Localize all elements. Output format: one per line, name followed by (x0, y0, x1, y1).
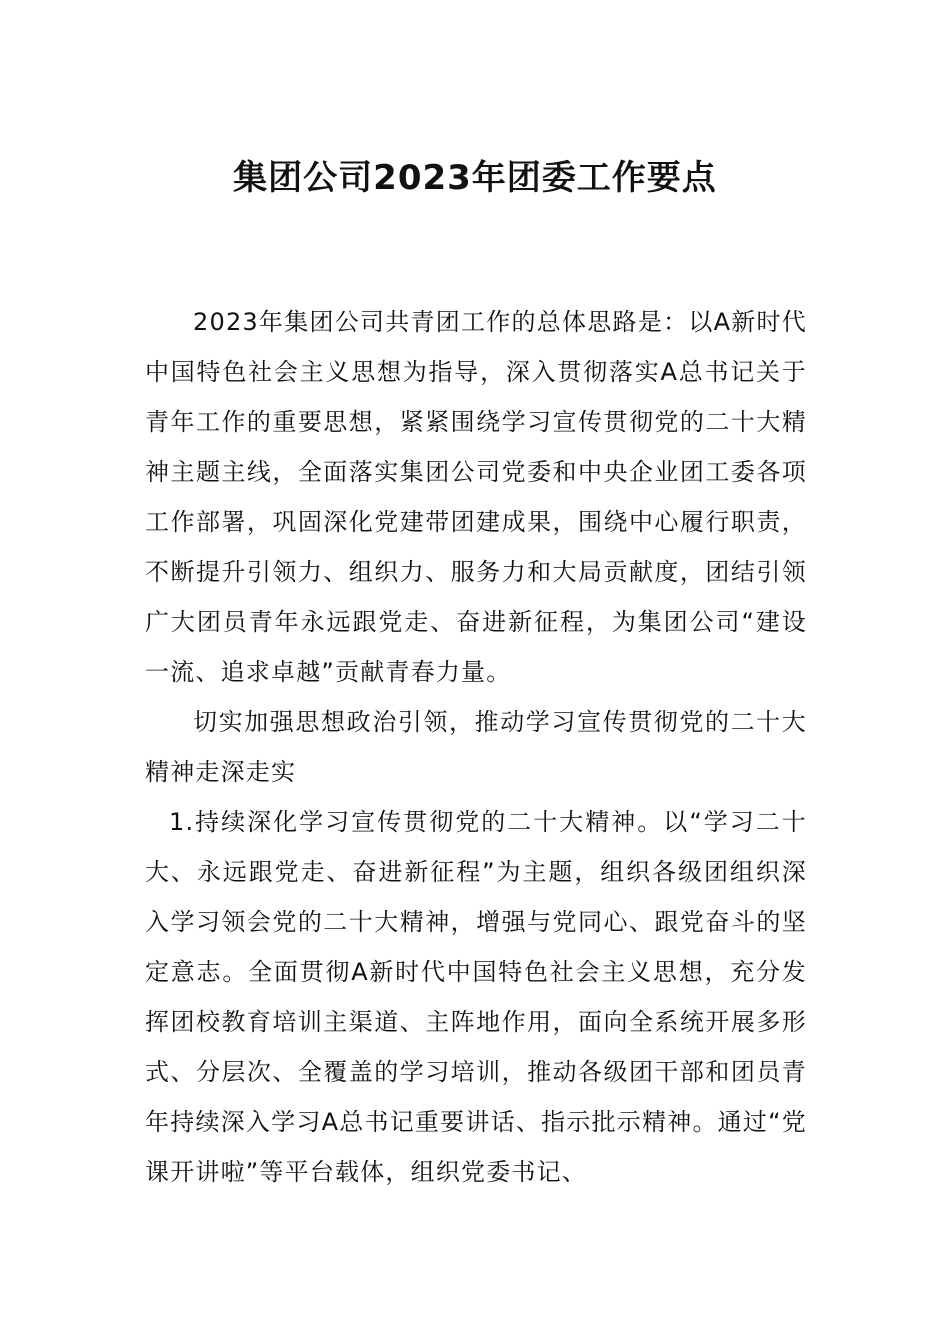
item-1-paragraph: 1.持续深化学习宣传贯彻党的二十大精神。以“学习二十大、永远跟党走、奋进新征程”为主题，组织各级团组织深入学习领会党的二十大精神，增强与党同心、跟党奋斗的坚定意志。全面贯彻A新时代中国特色社会主义思想，充分发挥团校教育培训主渠道、主阵地作用，面向全系统开展多形式、分层次、全覆盖的学习培训，推动各级团干部和团员青年持续深入学习A总书记重要讲话、指示批示精神。通过“党课开讲啦”等平台载体，组织党委书记、 (145, 808, 807, 1186)
document-title: 集团公司2023年团委工作要点 (233, 158, 717, 198)
intro-paragraph: 2023年集团公司共青团工作的总体思路是：以A新时代中国特色社会主义思想为指导，深入贯彻落实A总书记关于青年工作的重要思想，紧紧围绕学习宣传贯彻党的二十大精神主题主线，全面落实集团公司党委和中央企业团工委各项工作部署，巩固深化党建带团建成果，围绕中心履行职责，不断提升引领力、组织力、服务力和大局贡献度，团结引领广大团员青年永远跟党走、奋进新征程，为集团公司“建设一流、追求卓越”贡献青春力量。 (145, 308, 807, 686)
section-heading: 切实加强思想政治引领，推动学习宣传贯彻党的二十大精神走深走实 (145, 708, 807, 786)
document-body (145, 297, 807, 1197)
